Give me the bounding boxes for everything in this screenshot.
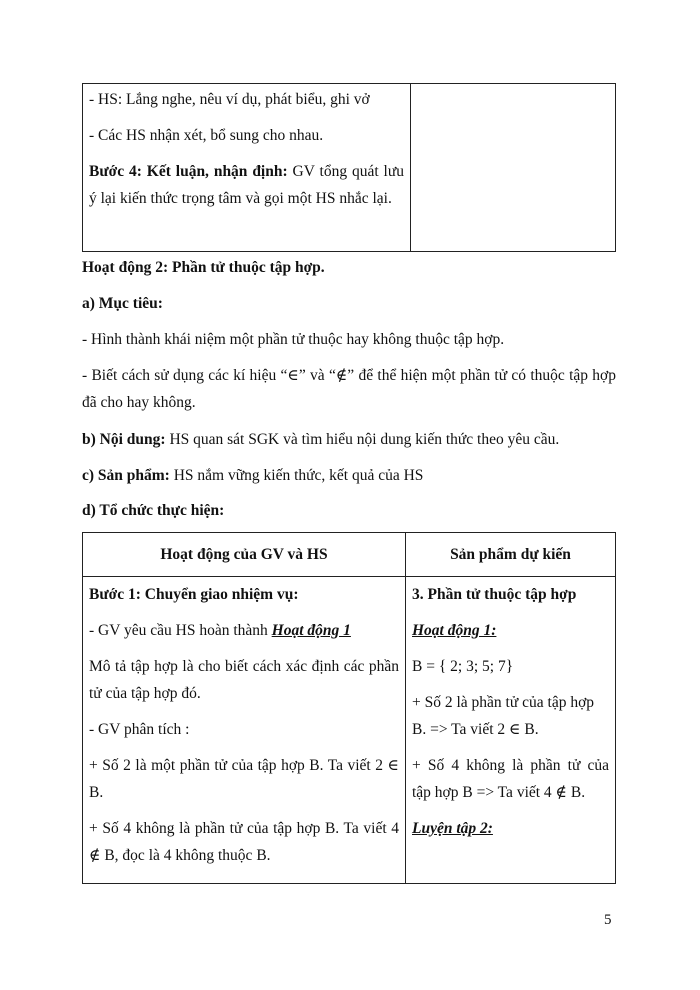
page-number: 5 bbox=[604, 912, 612, 928]
practice2-heading: Luyện tập 2: bbox=[412, 820, 493, 837]
content-label: b) Nội dung: bbox=[82, 431, 166, 448]
table2-left-cell bbox=[83, 577, 406, 884]
hs-listen-line: - HS: Lắng nghe, nêu ví dụ, phát biểu, ghi vở bbox=[89, 91, 370, 108]
hs-comment-line: - Các HS nhận xét, bổ sung cho nhau. bbox=[89, 127, 324, 144]
content-text: HS quan sát SGK và tìm hiểu nội dung kiến thức theo yêu cầu. bbox=[165, 431, 560, 448]
product-text: HS nắm vững kiến thức, kết quả của HS bbox=[169, 467, 424, 484]
step1-label: Bước 1: Chuyển giao nhiệm vụ: bbox=[89, 586, 299, 603]
table2-header-right: Sản phẩm dự kiến bbox=[406, 533, 616, 577]
table2-header-left: Hoạt động của GV và HS bbox=[83, 533, 406, 577]
product-label: c) Sản phẩm: bbox=[82, 467, 170, 484]
activity1-reference: Hoạt động 1 bbox=[271, 622, 351, 639]
left-item-1: + Số 2 là một phần tử của tập hợp B. Ta viết 2 ∈ B. bbox=[89, 757, 399, 801]
right-item-1: + Số 2 là phần tử của tập hợp B. => Ta viết 2 ∈ B. bbox=[412, 694, 595, 738]
activity2-table bbox=[82, 532, 616, 884]
table2-right-cell bbox=[406, 577, 616, 884]
step4-text: GV tổng quát lưu ý lại kiến thức trọng tâm và gọi một HS nhắc lại. bbox=[89, 163, 404, 207]
gv-analyze-line: - GV phân tích : bbox=[89, 721, 190, 738]
goal-line-1: - Hình thành khái niệm một phần tử thuộc hay không thuộc tập hợp. bbox=[82, 331, 505, 348]
left-item-2: + Số 4 không là phần tử của tập hợp B. Ta viết 4 ∉ B, đọc là 4 không thuộc B. bbox=[89, 820, 399, 864]
step4-paragraph bbox=[89, 158, 404, 212]
goal-line-2: - Biết cách sử dụng các kí hiệu “∈” và “∉” để thể hiện một phần tử có thuộc tập hợp đã cho hay không. bbox=[82, 367, 616, 411]
section-heading: 3. Phần tử thuộc tập hợp bbox=[412, 586, 577, 603]
goal-label: a) Mục tiêu: bbox=[82, 295, 163, 312]
activity-table-continued bbox=[82, 83, 616, 252]
content-line bbox=[82, 426, 616, 453]
table1-right-cell bbox=[411, 84, 616, 252]
step4-label: Bước 4: Kết luận, nhận định: bbox=[89, 163, 288, 180]
product-line bbox=[82, 462, 616, 489]
gv-request-line bbox=[89, 617, 399, 644]
right-item-2: + Số 4 không là phần tử của tập hợp B => Ta viết 4 ∉ B. bbox=[412, 757, 609, 801]
table1-left-cell bbox=[83, 84, 411, 252]
activity2-title: Hoạt động 2: Phần tử thuộc tập hợp. bbox=[82, 259, 325, 276]
set-b-line: B = { 2; 3; 5; 7} bbox=[412, 658, 514, 675]
describe-paragraph: Mô tả tập hợp là cho biết cách xác định các phần tử của tập hợp đó. bbox=[89, 658, 399, 702]
organization-label: d) Tổ chức thực hiện: bbox=[82, 502, 225, 519]
gv-request-text: - GV yêu cầu HS hoàn thành bbox=[89, 622, 272, 639]
activity1-heading: Hoạt động 1: bbox=[412, 622, 497, 639]
